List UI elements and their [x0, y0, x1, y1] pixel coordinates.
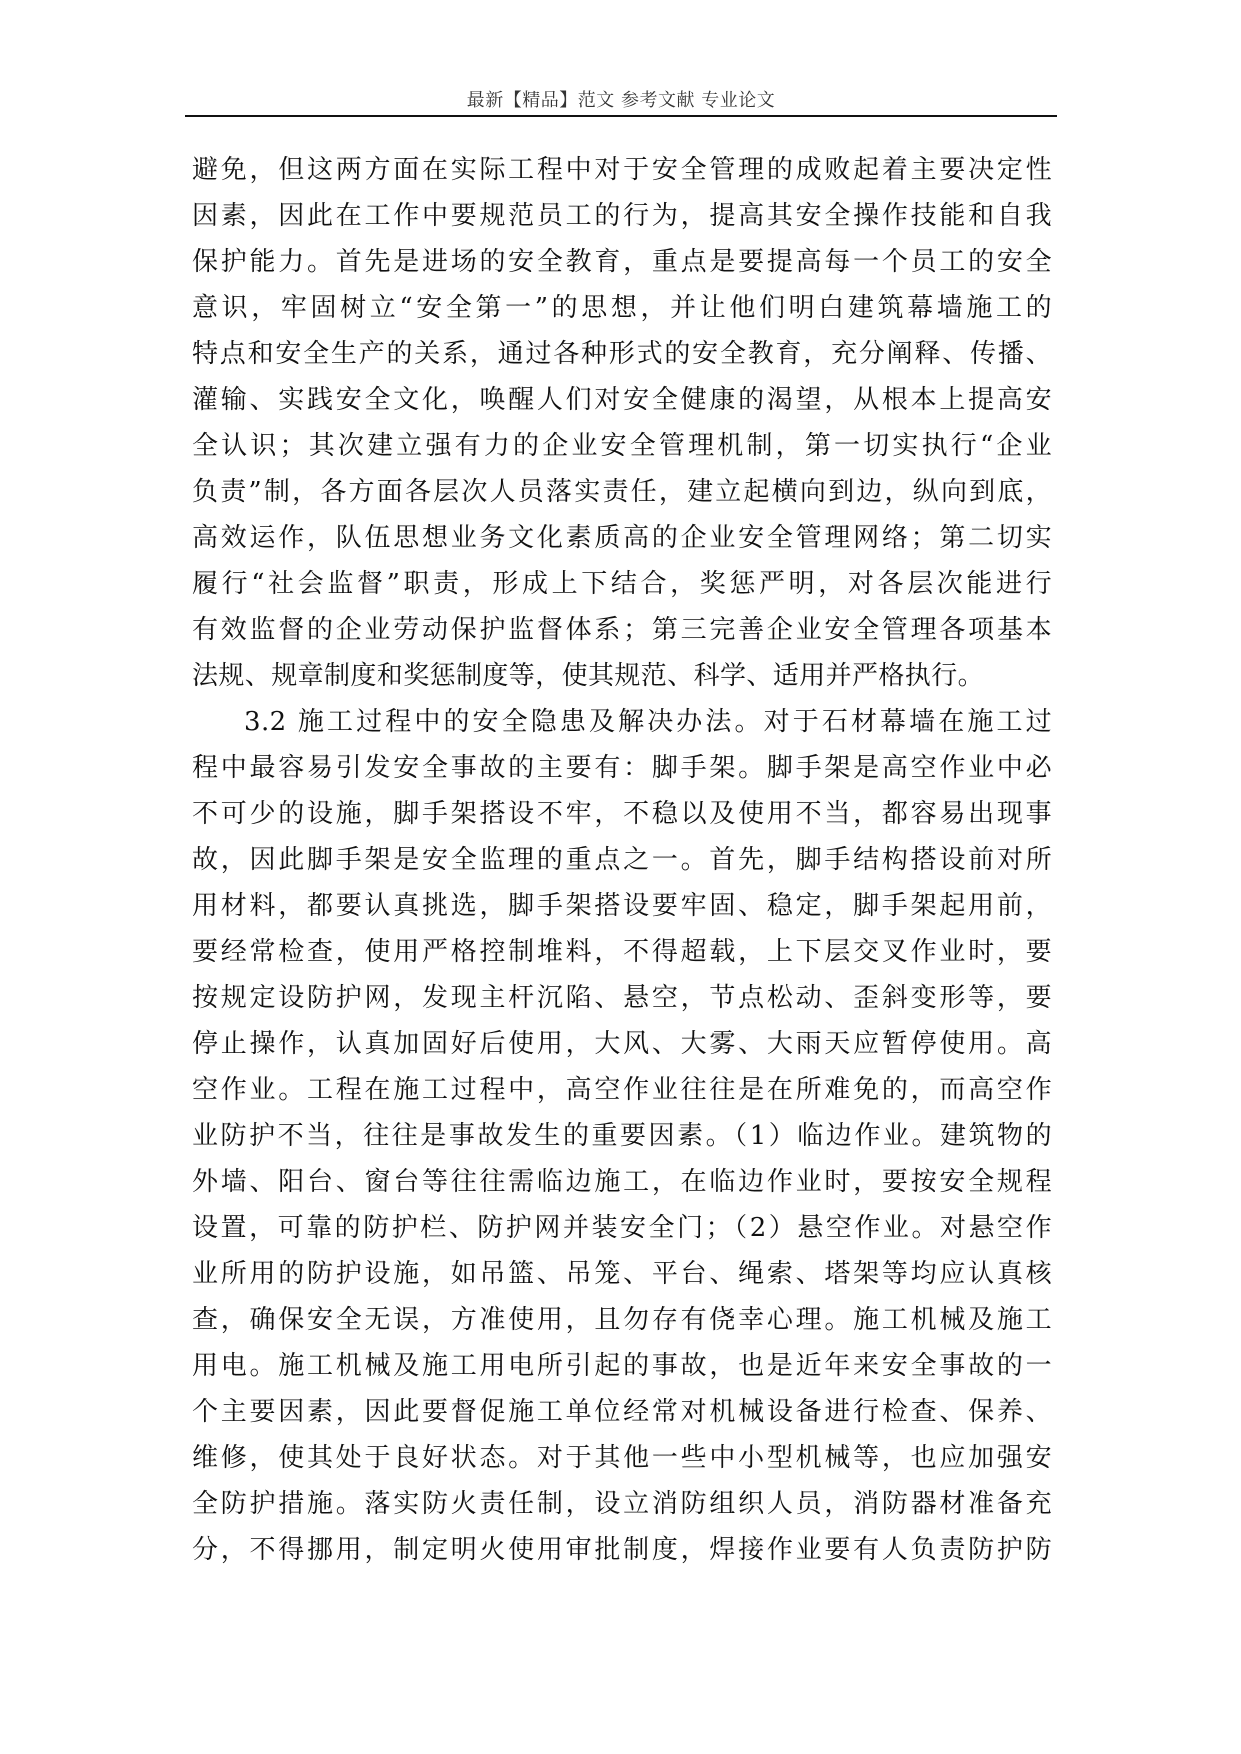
- text-line: 分，不得挪用，制定明火使用审批制度，焊接作业要有人负责防护防: [192, 1535, 1052, 1565]
- text-line: 个主要因素，因此要督促施工单位经常对机械设备进行检查、保养、: [192, 1397, 1052, 1427]
- header-divider: [185, 115, 1057, 117]
- text-line: 要经常检查，使用严格控制堆料，不得超载，上下层交叉作业时，要: [192, 937, 1052, 967]
- text-line: 外墙、阳台、窗台等往往需临边施工，在临边作业时，要按安全规程: [192, 1167, 1052, 1197]
- text-line: 停止操作，认真加固好后使用，大风、大雾、大雨天应暂停使用。高: [192, 1029, 1052, 1059]
- text-line: 程中最容易引发安全事故的主要有：脚手架。脚手架是高空作业中必: [192, 753, 1052, 783]
- text-line: 高效运作，队伍思想业务文化素质高的企业安全管理网络；第二切实: [192, 523, 1052, 553]
- text-line: 查，确保安全无误，方准使用，且勿存有侥幸心理。施工机械及施工: [192, 1305, 1052, 1335]
- text-line: 负责”制，各方面各层次人员落实责任，建立起横向到边，纵向到底，: [192, 477, 1052, 507]
- text-line: 意识，牢固树立“安全第一”的思想，并让他们明白建筑幕墙施工的: [192, 293, 1052, 323]
- text-line: 空作业。工程在施工过程中，高空作业往往是在所难免的，而高空作: [192, 1075, 1052, 1105]
- text-line: 全认识；其次建立强有力的企业安全管理机制，第一切实执行“企业: [192, 431, 1052, 461]
- text-line: 设置，可靠的防护栏、防护网并装安全门；（2）悬空作业。对悬空作: [192, 1213, 1052, 1243]
- text-line: 保护能力。首先是进场的安全教育，重点是要提高每一个员工的安全: [192, 247, 1052, 277]
- text-line: 履行“社会监督”职责，形成上下结合，奖惩严明，对各层次能进行: [192, 569, 1052, 599]
- text-line: 故，因此脚手架是安全监理的重点之一。首先，脚手结构搭设前对所: [192, 845, 1052, 875]
- text-line: 维修，使其处于良好状态。对于其他一些中小型机械等，也应加强安: [192, 1443, 1052, 1473]
- text-line: 避免，但这两方面在实际工程中对于安全管理的成败起着主要决定性: [192, 155, 1052, 185]
- text-line: 业防护不当，往往是事故发生的重要因素。（1）临边作业。建筑物的: [192, 1121, 1052, 1151]
- text-line: 全防护措施。落实防火责任制，设立消防组织人员，消防器材准备充: [192, 1489, 1052, 1519]
- section-heading-line: 3.2 施工过程中的安全隐患及解决办法。对于石材幕墙在施工过: [244, 707, 1052, 737]
- text-line: 法规、规章制度和奖惩制度等，使其规范、科学、适用并严格执行。: [192, 661, 985, 691]
- text-line: 有效监督的企业劳动保护监督体系；第三完善企业安全管理各项基本: [192, 615, 1052, 645]
- page-header: 最新【精品】范文 参考文献 专业论文: [466, 90, 776, 111]
- text-line: 业所用的防护设施，如吊篮、吊笼、平台、绳索、塔架等均应认真核: [192, 1259, 1052, 1289]
- text-line: 用电。施工机械及施工用电所引起的事故，也是近年来安全事故的一: [192, 1351, 1052, 1381]
- document-body: [192, 147, 1052, 1573]
- text-line: 特点和安全生产的关系，通过各种形式的安全教育，充分阐释、传播、: [192, 339, 1052, 369]
- text-line: 因素，因此在工作中要规范员工的行为，提高其安全操作技能和自我: [192, 201, 1052, 231]
- text-line: 灌输、实践安全文化，唤醒人们对安全健康的渴望，从根本上提高安: [192, 385, 1052, 415]
- text-line: 用材料，都要认真挑选，脚手架搭设要牢固、稳定，脚手架起用前，: [192, 891, 1052, 921]
- text-line: 按规定设防护网，发现主杆沉陷、悬空，节点松动、歪斜变形等，要: [192, 983, 1052, 1013]
- text-line: 不可少的设施，脚手架搭设不牢，不稳以及使用不当，都容易出现事: [192, 799, 1052, 829]
